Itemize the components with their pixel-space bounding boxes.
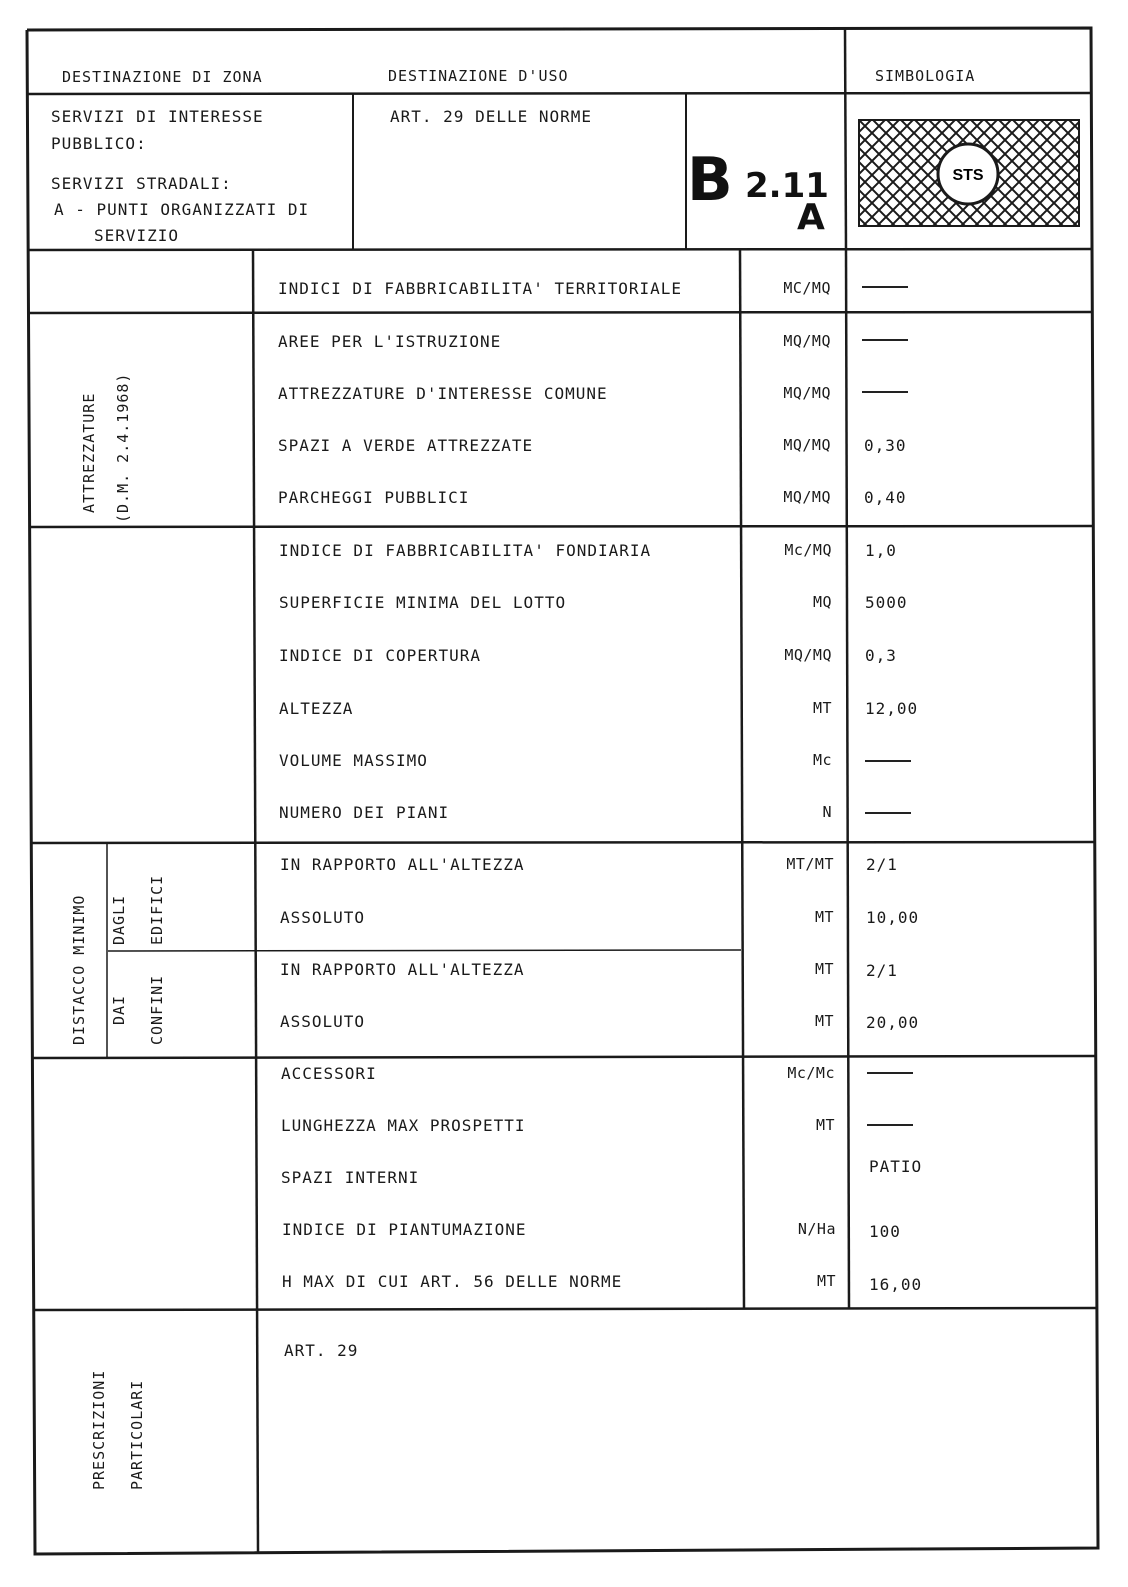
attrezzature-row-unit: MQ/MQ [783, 332, 831, 350]
zona-line1: SERVIZI DI INTERESSE [51, 107, 264, 126]
distacco-row-value: 2/1 [866, 855, 898, 874]
attrezzature-row-label: ATTREZZATURE D'INTERESSE COMUNE [278, 384, 608, 403]
attrezzature-row-label: PARCHEGGI PUBBLICI [278, 488, 470, 507]
zona-line5: SERVIZIO [94, 226, 180, 245]
distacco-confini-a: DAI [110, 994, 128, 1025]
fondiaria-row-label: VOLUME MASSIMO [279, 751, 428, 770]
altri-row-unit: MT [815, 1116, 835, 1134]
distacco-confini-b: CONFINI [148, 974, 166, 1045]
fondiaria-row-value-dash [865, 812, 911, 814]
fondiaria-row-value: 12,00 [865, 699, 919, 718]
uso-text: ART. 29 DELLE NORME [390, 107, 593, 126]
fondiaria-row-unit: Mc [812, 751, 832, 769]
sts-label: STS [952, 167, 984, 184]
distacco-row-value: 20,00 [866, 1013, 920, 1032]
attrezzature-row-value: 0,40 [864, 488, 907, 507]
header-zona-label: DESTINAZIONE DI ZONA [62, 68, 263, 86]
fondiaria-row-value-dash [865, 760, 911, 762]
prescrizioni-text: ART. 29 [284, 1341, 359, 1360]
fondiaria-row-unit: MQ [812, 593, 832, 611]
altri-row-label: SPAZI INTERNI [281, 1168, 420, 1187]
fondiaria-row-label: INDICE DI COPERTURA [279, 646, 482, 665]
fondiaria-row-value: 1,0 [865, 541, 897, 560]
attrezzature-row-label: SPAZI A VERDE ATTREZZATE [278, 436, 534, 455]
distacco-row-unit: MT [814, 908, 834, 926]
attrezzature-title: ATTREZZATURE [80, 392, 98, 513]
distacco-row-value: 2/1 [866, 961, 898, 980]
fondiaria-row-value: 0,3 [865, 646, 897, 665]
altri-row-value: PATIO [869, 1157, 923, 1176]
fondiaria-row-label: NUMERO DEI PIANI [279, 803, 450, 822]
attrezzature-row-label: AREE PER L'ISTRUZIONE [278, 332, 502, 351]
altri-row-label: ACCESSORI [281, 1064, 377, 1083]
zona-line2: PUBBLICO: [51, 134, 147, 153]
header-uso-label: DESTINAZIONE D'USO [388, 67, 569, 85]
attrezzature-row-value-dash [862, 391, 908, 393]
distacco-row-unit: MT [814, 1012, 834, 1030]
altri-row-label: LUNGHEZZA MAX PROSPETTI [281, 1116, 526, 1135]
fondiaria-row-label: SUPERFICIE MINIMA DEL LOTTO [279, 593, 567, 612]
zone-code-sub: 2.11 [745, 166, 829, 206]
fondiaria-row-label: ALTEZZA [279, 699, 354, 718]
fondiaria-row-unit: MQ/MQ [784, 646, 832, 664]
distacco-row-label: IN RAPPORTO ALL'ALTEZZA [280, 855, 525, 874]
territoriale-value-dash [862, 286, 908, 288]
prescrizioni-title-b: PARTICOLARI [128, 1379, 146, 1490]
header-simbologia-label: SIMBOLOGIA [875, 67, 976, 85]
altri-row-value: 100 [869, 1222, 901, 1241]
zone-code-letter: A [797, 197, 825, 238]
fondiaria-row-unit: Mc/MQ [784, 541, 832, 559]
distacco-title: DISTACCO MINIMO [70, 894, 88, 1045]
distacco-row-label: IN RAPPORTO ALL'ALTEZZA [280, 960, 525, 979]
altri-row-unit: MT [816, 1272, 836, 1290]
sts-symbol [858, 119, 1080, 227]
distacco-edifici-a: DAGLI [110, 894, 128, 945]
fondiaria-row-value: 5000 [865, 593, 908, 612]
attrezzature-row-value-dash [862, 339, 908, 341]
altri-row-label: H MAX DI CUI ART. 56 DELLE NORME [282, 1272, 623, 1291]
attrezzature-row-unit: MQ/MQ [783, 488, 831, 506]
fondiaria-row-unit: MT [812, 699, 832, 717]
zone-code-main: B [687, 145, 731, 215]
zona-line4: A - PUNTI ORGANIZZATI DI [54, 200, 310, 219]
territoriale-unit: MC/MQ [783, 279, 831, 297]
distacco-row-unit: MT/MT [786, 855, 834, 873]
attrezzature-subtitle: (D.M. 2.4.1968) [114, 372, 132, 523]
altri-row-label: INDICE DI PIANTUMAZIONE [282, 1220, 527, 1239]
distacco-edifici-b: EDIFICI [148, 874, 166, 945]
distacco-row-value: 10,00 [866, 908, 920, 927]
attrezzature-row-value: 0,30 [864, 436, 907, 455]
distacco-row-unit: MT [814, 960, 834, 978]
altri-row-value-dash [867, 1072, 913, 1074]
altri-row-unit: N/Ha [797, 1220, 836, 1238]
fondiaria-row-label: INDICE DI FABBRICABILITA' FONDIARIA [279, 541, 652, 560]
attrezzature-row-unit: MQ/MQ [783, 384, 831, 402]
altri-row-unit: Mc/Mc [787, 1064, 835, 1082]
altri-row-value: 16,00 [869, 1275, 923, 1294]
fondiaria-row-unit: N [822, 803, 832, 821]
distacco-row-label: ASSOLUTO [280, 908, 366, 927]
altri-row-value-dash [867, 1124, 913, 1126]
attrezzature-row-unit: MQ/MQ [783, 436, 831, 454]
territoriale-label: INDICI DI FABBRICABILITA' TERRITORIALE [278, 279, 683, 298]
zona-line3: SERVIZI STRADALI: [51, 174, 232, 193]
prescrizioni-title-a: PRESCRIZIONI [90, 1369, 108, 1490]
distacco-row-label: ASSOLUTO [280, 1012, 366, 1031]
